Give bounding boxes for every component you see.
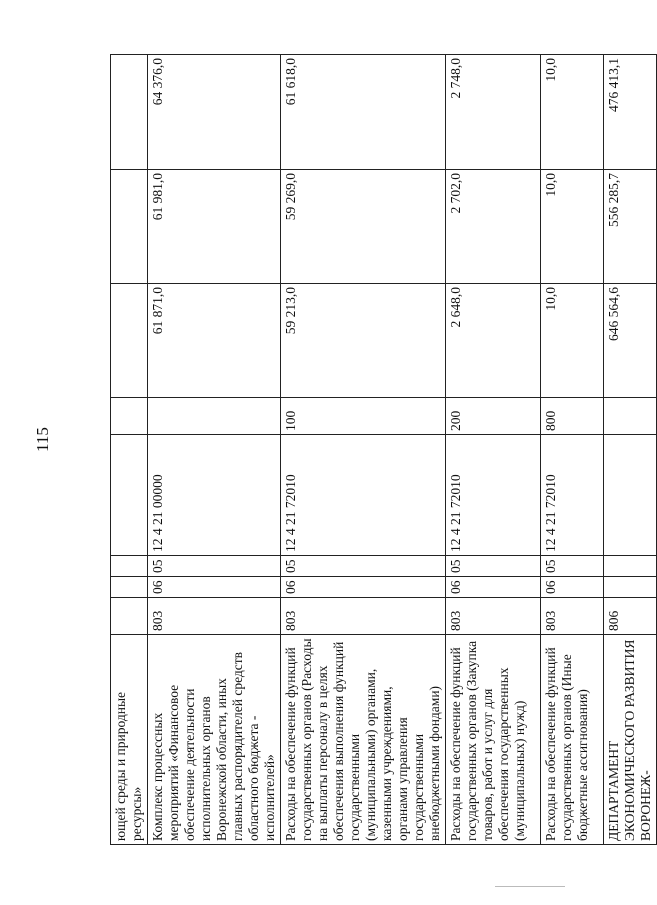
table-row	[281, 55, 446, 845]
value-year-3: 2 748,0	[446, 55, 541, 170]
table-row	[148, 55, 281, 845]
value-year-1	[111, 284, 148, 398]
gr-code: 803	[281, 598, 446, 635]
rz-code: 06	[541, 577, 604, 598]
budget-table-rotated	[110, 55, 653, 845]
value-year-1: 2 648,0	[446, 284, 541, 398]
csr-code	[604, 435, 657, 556]
scan-edge-line	[495, 886, 565, 887]
value-year-1: 61 871,0	[148, 284, 281, 398]
value-year-1: 646 564,6	[604, 284, 657, 398]
value-year-3: 64 376,0	[148, 55, 281, 170]
value-year-1: 10,0	[541, 284, 604, 398]
row-name: Расходы на обеспечение функций государственных органов (Закупка товаров, работ и услуг для обеспечения государственных (муниципальных) нужд)	[446, 635, 541, 845]
csr-code: 12 4 21 72010	[281, 435, 446, 556]
value-year-2: 61 981,0	[148, 170, 281, 284]
gr-code: 803	[446, 598, 541, 635]
rz-code	[111, 577, 148, 598]
pr-code: 05	[148, 556, 281, 577]
rz-code: 06	[148, 577, 281, 598]
pr-code: 05	[446, 556, 541, 577]
pr-code	[604, 556, 657, 577]
csr-code: 12 4 21 72010	[446, 435, 541, 556]
pr-code: 05	[281, 556, 446, 577]
vr-code: 800	[541, 398, 604, 435]
budget-table	[110, 54, 657, 845]
vr-code: 200	[446, 398, 541, 435]
value-year-2: 10,0	[541, 170, 604, 284]
row-name: Комплекс процессных мероприятий «Финансовое обеспечение деятельности исполнительных органов Воронежской области, иных главных распорядителей средств областного бюджета - исполнителей»	[148, 635, 281, 845]
rz-code	[604, 577, 657, 598]
gr-code: 803	[148, 598, 281, 635]
gr-code: 806	[604, 598, 657, 635]
csr-code	[111, 435, 148, 556]
value-year-2	[111, 170, 148, 284]
gr-code: 803	[541, 598, 604, 635]
value-year-3	[111, 55, 148, 170]
value-year-3: 10,0	[541, 55, 604, 170]
table-row	[446, 55, 541, 845]
vr-code	[148, 398, 281, 435]
row-name: Расходы на обеспечение функций государственных органов (Иные бюджетные ассигнования)	[541, 635, 604, 845]
value-year-2: 59 269,0	[281, 170, 446, 284]
table-row	[111, 55, 148, 845]
csr-code: 12 4 21 72010	[541, 435, 604, 556]
vr-code	[604, 398, 657, 435]
value-year-3: 476 413,1	[604, 55, 657, 170]
value-year-1: 59 213,0	[281, 284, 446, 398]
value-year-2: 556 285,7	[604, 170, 657, 284]
pr-code: 05	[541, 556, 604, 577]
value-year-3: 61 618,0	[281, 55, 446, 170]
table-row	[604, 55, 657, 845]
row-name: Расходы на обеспечение функций государственных органов (Расходы на выплаты персоналу в целях обеспечения выполнения функций государственными (муниципальными) органами, казенными учреждениями, органами управления государственными внебюджетными фондами)	[281, 635, 446, 845]
value-year-2: 2 702,0	[446, 170, 541, 284]
row-name: ющей среды и природные ресурсы»	[111, 635, 148, 845]
vr-code	[111, 398, 148, 435]
page-number: 115	[33, 427, 52, 452]
csr-code: 12 4 21 00000	[148, 435, 281, 556]
rz-code: 06	[446, 577, 541, 598]
vr-code: 100	[281, 398, 446, 435]
gr-code	[111, 598, 148, 635]
table-row	[541, 55, 604, 845]
rz-code: 06	[281, 577, 446, 598]
row-name: ДЕПАРТАМЕНТ ЭКОНОМИЧЕСКОГО РАЗВИТИЯ ВОРОНЕЖ-	[604, 635, 657, 845]
pr-code	[111, 556, 148, 577]
